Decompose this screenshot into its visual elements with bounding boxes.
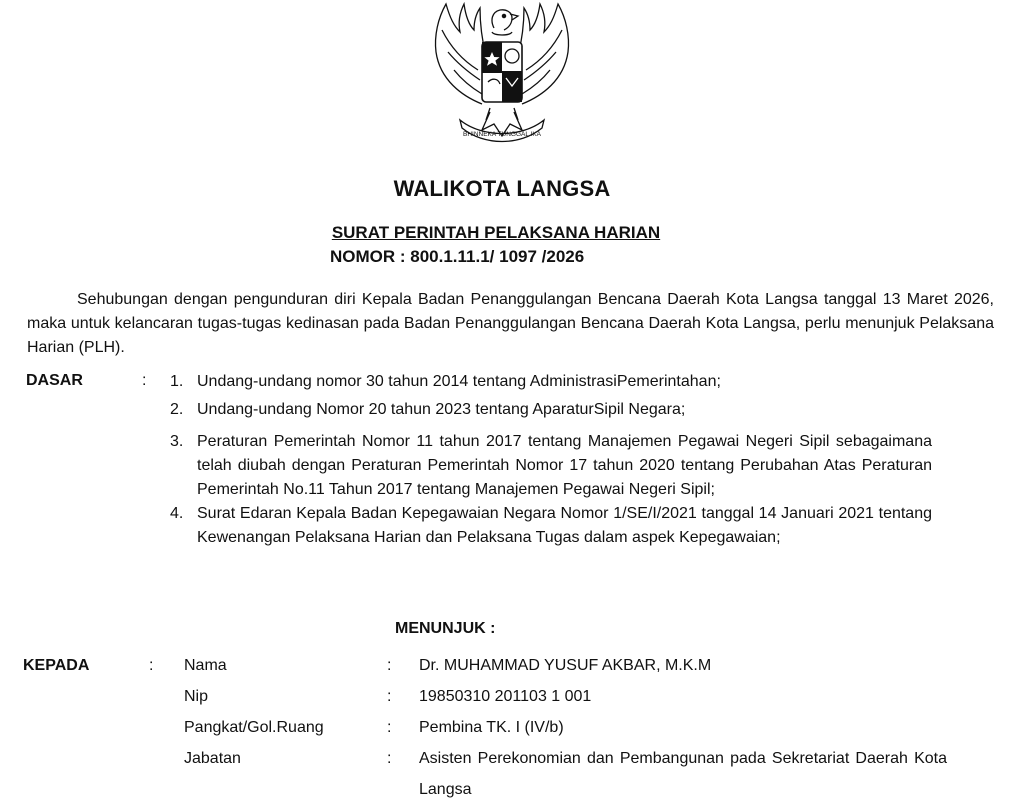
field-key-jabatan: Jabatan <box>184 750 241 767</box>
dasar-label: DASAR <box>26 372 83 389</box>
dasar-item-number: 1. <box>170 373 184 390</box>
intro-paragraph <box>27 288 994 360</box>
dasar-item-number: 3. <box>170 433 184 450</box>
dasar-item-text: Undang-undang Nomor 20 tahun 2023 tentang AparaturSipil Negara; <box>197 401 686 418</box>
field-key-nip: Nip <box>184 688 209 705</box>
dasar-item <box>170 370 932 394</box>
dasar-item-text: Surat Edaran Kepala Badan Kepegawaian Negara Nomor 1/SE/I/2021 tanggal 14 Januari 2021 tentang Kewenangan Pelaksana Harian dan Pelaksana Tugas dalam aspek Kepegawaian; <box>197 505 932 546</box>
field-colon: : <box>387 750 392 767</box>
field-value-pangkat: Pembina TK. I (IV/b) <box>419 719 564 736</box>
field-key-pangkat: Pangkat/Gol.Ruang <box>184 719 324 736</box>
dasar-item <box>170 502 932 550</box>
document-title: WALIKOTA LANGSA <box>393 176 611 201</box>
field-key-nama: Nama <box>184 657 227 674</box>
dasar-colon: : <box>142 372 147 389</box>
field-colon: : <box>387 719 392 736</box>
document-subtitle: SURAT PERINTAH PELAKSANA HARIAN <box>331 223 661 242</box>
field-value-nip: 19850310 201103 1 001 <box>419 688 592 705</box>
menunjuk-heading: MENUNJUK : <box>395 620 496 637</box>
dasar-item-text: Undang-undang nomor 30 tahun 2014 tentang AdministrasiPemerintahan; <box>197 373 721 390</box>
intro-text: Sehubungan dengan pengunduran diri Kepala Badan Penanggulangan Bencana Daerah Kota Langsa tanggal 13 Maret 2026, maka untuk kelancaran tugas-tugas kedinasan pada Badan Penanggulangan Bencana Daerah Kota Langsa, perlu menunjuk Pelaksana Harian (PLH). <box>27 291 994 356</box>
dasar-item-number: 4. <box>170 505 184 522</box>
dasar-item-number: 2. <box>170 401 184 418</box>
field-colon: : <box>387 688 392 705</box>
field-value-nama: Dr. MUHAMMAD YUSUF AKBAR, M.K.M <box>419 657 712 674</box>
dasar-item-text: Peraturan Pemerintah Nomor 11 tahun 2017 tentang Manajemen Pegawai Negeri Sipil sebagaimana telah diubah dengan Peraturan Pemerintah Nomor 17 tahun 2020 tentang Perubahan Atas Peraturan Pemerintah No.11 Tahun 2017 tentang Manajemen Pegawai Negeri Sipil; <box>197 433 932 498</box>
field-value-jabatan: Asisten Perekonomian dan Pembangunan pada Sekretariat Daerah Kota Langsa <box>419 750 947 798</box>
dasar-item <box>170 398 932 422</box>
field-colon: : <box>387 657 392 674</box>
dasar-list <box>170 370 932 550</box>
garuda-pancasila-emblem-icon <box>432 0 572 152</box>
kepada-colon: : <box>149 657 154 674</box>
kepada-label: KEPADA <box>23 657 90 674</box>
dasar-item <box>170 430 932 502</box>
document-number: NOMOR : 800.1.11.1/ 1097 /2026 <box>330 247 585 266</box>
svg-text:BHINNEKA TUNGGAL IKA: BHINNEKA TUNGGAL IKA <box>462 131 542 138</box>
